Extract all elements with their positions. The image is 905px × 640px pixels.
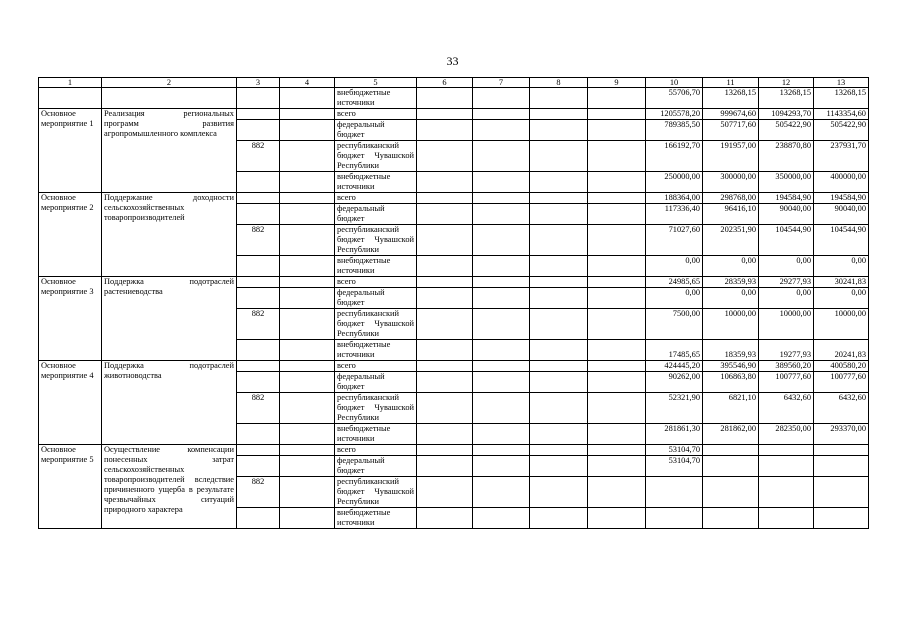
empty-cell (473, 361, 530, 372)
value-cell: 19277,93 (759, 340, 814, 361)
empty-cell (280, 393, 335, 424)
empty-cell (530, 288, 588, 309)
column-header: 12 (759, 78, 814, 88)
source-label: внебюджетные источники (335, 256, 417, 277)
empty-cell (280, 141, 335, 172)
source-label: республиканский бюджет Чувашской Республики (335, 309, 417, 340)
empty-cell (530, 508, 588, 529)
empty-cell (280, 424, 335, 445)
source-label: внебюджетные источники (335, 508, 417, 529)
empty-cell (237, 88, 280, 109)
source-label: всего (335, 277, 417, 288)
value-cell (759, 456, 814, 477)
empty-cell (588, 445, 646, 456)
source-label: федеральный бюджет (335, 120, 417, 141)
source-label: федеральный бюджет (335, 204, 417, 225)
source-label: всего (335, 109, 417, 120)
source-label: всего (335, 361, 417, 372)
event-name: Основное мероприятие 1 (39, 109, 102, 193)
event-name: Основное мероприятие 2 (39, 193, 102, 277)
column-header: 10 (646, 78, 703, 88)
value-cell: 55706,70 (646, 88, 703, 109)
empty-cell (530, 456, 588, 477)
value-cell: 789385,50 (646, 120, 703, 141)
column-header: 8 (530, 78, 588, 88)
source-label: всего (335, 445, 417, 456)
empty-cell (530, 88, 588, 109)
table-row (39, 193, 869, 204)
empty-cell (588, 361, 646, 372)
empty-cell (588, 204, 646, 225)
value-cell (703, 508, 759, 529)
empty-cell (417, 508, 473, 529)
code-cell: 882 (237, 225, 280, 256)
value-cell: 104544,90 (759, 225, 814, 256)
value-cell: 90262,00 (646, 372, 703, 393)
source-label: республиканский бюджет Чувашской Республики (335, 141, 417, 172)
source-label: внебюджетные источники (335, 424, 417, 445)
empty-cell (280, 193, 335, 204)
empty-cell (473, 309, 530, 340)
code-cell (237, 172, 280, 193)
value-cell (646, 508, 703, 529)
value-cell: 29277,93 (759, 277, 814, 288)
source-label: внебюджетные источники (335, 340, 417, 361)
table-row (39, 109, 869, 120)
empty-cell (473, 256, 530, 277)
header-row (39, 78, 869, 88)
value-cell: 90040,00 (759, 204, 814, 225)
empty-cell (417, 288, 473, 309)
value-cell: 194584,90 (814, 193, 869, 204)
value-cell: 10000,00 (703, 309, 759, 340)
code-cell (237, 256, 280, 277)
empty-cell (417, 424, 473, 445)
value-cell: 507717,60 (703, 120, 759, 141)
code-cell (237, 204, 280, 225)
value-cell: 282350,00 (759, 424, 814, 445)
empty-cell (473, 109, 530, 120)
code-cell (237, 277, 280, 288)
value-cell: 166192,70 (646, 141, 703, 172)
event-description: Реализация региональных программ развития агропромышленного комплекса (102, 109, 237, 193)
empty-cell (473, 445, 530, 456)
event-description: Поддержание доходности сельскохозяйственных товаропроизводителей (102, 193, 237, 277)
empty-cell (417, 88, 473, 109)
value-cell: 191957,00 (703, 141, 759, 172)
source-label: республиканский бюджет Чувашской Республики (335, 225, 417, 256)
empty-cell (473, 288, 530, 309)
table-row (39, 445, 869, 456)
table-row (39, 361, 869, 372)
empty-cell (588, 256, 646, 277)
value-cell (814, 508, 869, 529)
empty-cell (473, 120, 530, 141)
empty-cell (530, 361, 588, 372)
value-cell: 1143354,60 (814, 109, 869, 120)
empty-cell (473, 141, 530, 172)
code-cell (237, 424, 280, 445)
empty-cell (588, 372, 646, 393)
value-cell: 298768,00 (703, 193, 759, 204)
value-cell: 53104,70 (646, 445, 703, 456)
empty-cell (588, 456, 646, 477)
empty-cell (417, 204, 473, 225)
empty-cell (473, 193, 530, 204)
value-cell: 7500,00 (646, 309, 703, 340)
empty-cell (588, 309, 646, 340)
empty-cell (417, 172, 473, 193)
table-row (39, 277, 869, 288)
empty-cell (588, 88, 646, 109)
empty-cell (280, 361, 335, 372)
value-cell: 17485,65 (646, 340, 703, 361)
column-header: 7 (473, 78, 530, 88)
source-label: федеральный бюджет (335, 372, 417, 393)
code-cell: 882 (237, 393, 280, 424)
empty-cell (417, 340, 473, 361)
code-cell (237, 193, 280, 204)
value-cell: 281861,30 (646, 424, 703, 445)
value-cell: 0,00 (703, 256, 759, 277)
value-cell: 53104,70 (646, 456, 703, 477)
code-cell (237, 340, 280, 361)
code-cell (237, 361, 280, 372)
empty-cell (280, 277, 335, 288)
value-cell: 505422,90 (759, 120, 814, 141)
empty-cell (588, 288, 646, 309)
value-cell (759, 508, 814, 529)
empty-cell (588, 277, 646, 288)
code-cell: 882 (237, 309, 280, 340)
value-cell (703, 445, 759, 456)
column-header: 2 (102, 78, 237, 88)
value-cell: 237931,70 (814, 141, 869, 172)
value-cell (759, 445, 814, 456)
value-cell: 13268,15 (814, 88, 869, 109)
empty-cell (417, 141, 473, 172)
value-cell: 90040,00 (814, 204, 869, 225)
source-label: внебюджетные источники (335, 172, 417, 193)
empty-cell (280, 372, 335, 393)
code-cell (237, 508, 280, 529)
code-cell: 882 (237, 141, 280, 172)
value-cell: 13268,15 (703, 88, 759, 109)
empty-cell (530, 256, 588, 277)
empty-cell (530, 277, 588, 288)
value-cell: 293370,00 (814, 424, 869, 445)
code-cell (237, 445, 280, 456)
value-cell: 389560,20 (759, 361, 814, 372)
empty-cell (473, 456, 530, 477)
event-description: Осуществление компенсации понесенных затрат сельскохозяйственных товаропроизводителей вследствие причиненного ущерба в результате чрезвычайных ситуаций природного характера (102, 445, 237, 529)
source-label: федеральный бюджет (335, 288, 417, 309)
empty-cell (417, 256, 473, 277)
column-header: 4 (280, 78, 335, 88)
empty-cell (417, 361, 473, 372)
empty-cell (280, 309, 335, 340)
empty-cell (280, 120, 335, 141)
empty-cell (473, 372, 530, 393)
value-cell: 424445,20 (646, 361, 703, 372)
empty-cell (530, 120, 588, 141)
value-cell: 1094293,70 (759, 109, 814, 120)
value-cell: 10000,00 (814, 309, 869, 340)
empty-cell (530, 109, 588, 120)
value-cell: 30241,83 (814, 277, 869, 288)
value-cell: 999674,60 (703, 109, 759, 120)
value-cell: 104544,90 (814, 225, 869, 256)
empty-cell (473, 508, 530, 529)
empty-cell (473, 225, 530, 256)
empty-cell (280, 288, 335, 309)
budget-table (38, 77, 869, 529)
empty-cell (588, 109, 646, 120)
value-cell: 0,00 (814, 256, 869, 277)
empty-cell (417, 193, 473, 204)
value-cell: 6432,60 (759, 393, 814, 424)
empty-cell (473, 393, 530, 424)
value-cell: 350000,00 (759, 172, 814, 193)
value-cell (814, 456, 869, 477)
empty-cell (102, 88, 237, 109)
empty-cell (473, 204, 530, 225)
value-cell: 100777,60 (759, 372, 814, 393)
empty-cell (280, 88, 335, 109)
table-row (39, 88, 869, 109)
empty-cell (588, 120, 646, 141)
empty-cell (280, 456, 335, 477)
value-cell: 281862,00 (703, 424, 759, 445)
source-label: федеральный бюджет (335, 456, 417, 477)
value-cell: 106863,80 (703, 372, 759, 393)
empty-cell (530, 204, 588, 225)
value-cell: 0,00 (814, 288, 869, 309)
value-cell: 202351,90 (703, 225, 759, 256)
empty-cell (417, 445, 473, 456)
empty-cell (530, 141, 588, 172)
empty-cell (588, 225, 646, 256)
source-label: внебюджетные источники (335, 88, 417, 109)
value-cell (814, 445, 869, 456)
value-cell: 100777,60 (814, 372, 869, 393)
empty-cell (473, 477, 530, 508)
value-cell: 24985,65 (646, 277, 703, 288)
event-description: Поддержка подотраслей растениеводства (102, 277, 237, 361)
value-cell: 18359,93 (703, 340, 759, 361)
empty-cell (280, 477, 335, 508)
code-cell (237, 120, 280, 141)
value-cell: 71027,60 (646, 225, 703, 256)
column-header: 11 (703, 78, 759, 88)
value-cell: 505422,90 (814, 120, 869, 141)
value-cell: 250000,00 (646, 172, 703, 193)
empty-cell (588, 172, 646, 193)
page-number: 33 (446, 54, 459, 68)
empty-cell (417, 477, 473, 508)
value-cell: 0,00 (759, 256, 814, 277)
event-name: Основное мероприятие 3 (39, 277, 102, 361)
code-cell (237, 372, 280, 393)
value-cell: 13268,15 (759, 88, 814, 109)
value-cell: 188364,00 (646, 193, 703, 204)
empty-cell (280, 109, 335, 120)
value-cell: 400000,00 (814, 172, 869, 193)
event-description: Поддержка подотраслей животноводства (102, 361, 237, 445)
value-cell: 52321,90 (646, 393, 703, 424)
empty-cell (417, 109, 473, 120)
empty-cell (39, 88, 102, 109)
empty-cell (473, 277, 530, 288)
value-cell: 6432,60 (814, 393, 869, 424)
code-cell: 882 (237, 477, 280, 508)
column-header: 3 (237, 78, 280, 88)
empty-cell (473, 424, 530, 445)
value-cell: 238870,80 (759, 141, 814, 172)
empty-cell (530, 340, 588, 361)
empty-cell (530, 445, 588, 456)
empty-cell (417, 120, 473, 141)
value-cell: 300000,00 (703, 172, 759, 193)
column-header: 6 (417, 78, 473, 88)
empty-cell (473, 340, 530, 361)
empty-cell (417, 309, 473, 340)
value-cell: 6821,10 (703, 393, 759, 424)
empty-cell (473, 88, 530, 109)
value-cell: 0,00 (703, 288, 759, 309)
empty-cell (530, 309, 588, 340)
value-cell: 117336,40 (646, 204, 703, 225)
empty-cell (280, 445, 335, 456)
empty-cell (280, 172, 335, 193)
empty-cell (417, 277, 473, 288)
empty-cell (417, 372, 473, 393)
value-cell: 0,00 (759, 288, 814, 309)
empty-cell (417, 393, 473, 424)
empty-cell (530, 172, 588, 193)
empty-cell (588, 424, 646, 445)
empty-cell (588, 340, 646, 361)
value-cell: 0,00 (646, 288, 703, 309)
value-cell: 0,00 (646, 256, 703, 277)
empty-cell (280, 340, 335, 361)
value-cell: 96416,10 (703, 204, 759, 225)
empty-cell (280, 508, 335, 529)
event-name: Основное мероприятие 4 (39, 361, 102, 445)
empty-cell (530, 225, 588, 256)
code-cell (237, 109, 280, 120)
empty-cell (530, 372, 588, 393)
value-cell: 28359,93 (703, 277, 759, 288)
code-cell (237, 288, 280, 309)
empty-cell (588, 141, 646, 172)
empty-cell (530, 424, 588, 445)
value-cell: 400580,20 (814, 361, 869, 372)
value-cell (703, 456, 759, 477)
empty-cell (588, 393, 646, 424)
value-cell (759, 477, 814, 508)
empty-cell (280, 256, 335, 277)
empty-cell (473, 172, 530, 193)
source-label: всего (335, 193, 417, 204)
empty-cell (588, 477, 646, 508)
empty-cell (530, 193, 588, 204)
value-cell (646, 477, 703, 508)
value-cell: 194584,90 (759, 193, 814, 204)
empty-cell (530, 393, 588, 424)
value-cell: 10000,00 (759, 309, 814, 340)
column-header: 5 (335, 78, 417, 88)
value-cell: 1205578,20 (646, 109, 703, 120)
empty-cell (417, 456, 473, 477)
source-label: республиканский бюджет Чувашской Республики (335, 393, 417, 424)
column-header: 13 (814, 78, 869, 88)
empty-cell (588, 508, 646, 529)
event-name: Основное мероприятие 5 (39, 445, 102, 529)
source-label: республиканский бюджет Чувашской Республики (335, 477, 417, 508)
code-cell (237, 456, 280, 477)
value-cell (814, 477, 869, 508)
empty-cell (530, 477, 588, 508)
empty-cell (417, 225, 473, 256)
value-cell: 20241,83 (814, 340, 869, 361)
value-cell: 395546,90 (703, 361, 759, 372)
empty-cell (280, 225, 335, 256)
empty-cell (280, 204, 335, 225)
column-header: 9 (588, 78, 646, 88)
column-header: 1 (39, 78, 102, 88)
value-cell (703, 477, 759, 508)
empty-cell (588, 193, 646, 204)
